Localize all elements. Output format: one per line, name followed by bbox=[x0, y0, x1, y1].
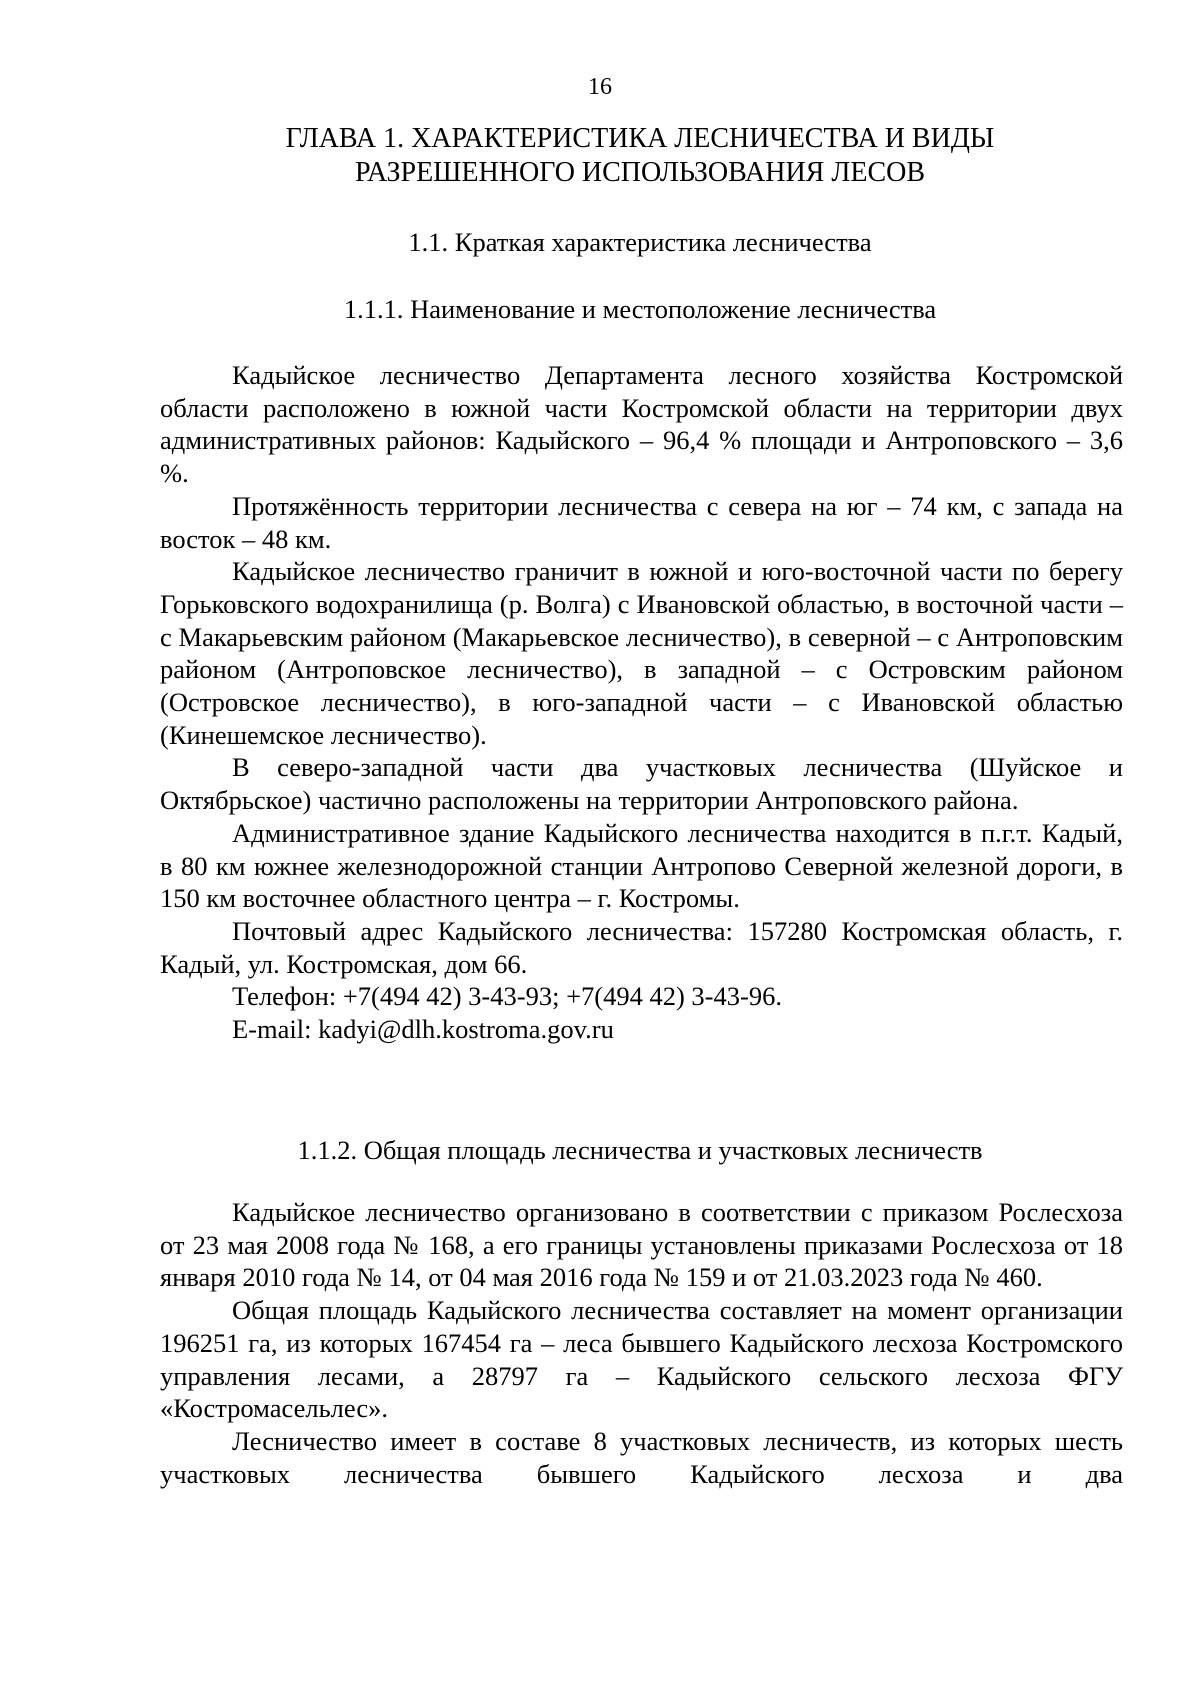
email-line: E-mail: kadyi@dlh.kostroma.gov.ru bbox=[232, 1014, 614, 1045]
page-number: 16 bbox=[588, 74, 612, 100]
phone-line: Телефон: +7(494 42) 3-43-93; +7(494 42) 3-43-96. bbox=[232, 981, 782, 1012]
paragraph: Кадыйское лесничество граничит в южной и юго-восточной части по берегу Горьковского водохранилища (р. Волга) с Ивановской областью, в восточной части – с Макарьевским районом (Макарьевское лесничество), в северной – с Антроповским районом (Антроповское лесничество), в западной – с Островским районом (Островское лесничество), в юго-западной части – с Ивановской областью (Кинешемское лесничество). bbox=[160, 556, 1123, 750]
chapter-title-line-2: РАЗРЕШЕННОГО ИСПОЛЬЗОВАНИЯ ЛЕСОВ bbox=[354, 157, 926, 188]
paragraph: Общая площадь Кадыйского лесничества составляет на момент организации 196251 га, из которых 167454 га – леса бывшего Кадыйского лесхоза Костромского управления лесами, а 28797 га – Кадыйского сельского лесхоза ФГУ «Костромасельлес». bbox=[160, 1295, 1123, 1424]
paragraph: Почтовый адрес Кадыйского лесничества: 157280 Костромская область, г. Кадый, ул. Костромская, дом 66. bbox=[160, 915, 1123, 979]
chapter-title bbox=[140, 122, 1140, 190]
paragraph: Кадыйское лесничество организовано в соответствии с приказом Рослесхоза от 23 мая 2008 года № 168, а его границы установлены приказами Рослесхоза от 18 января 2010 года № 14, от 04 мая 2016 года № 159 и от 21.03.2023 года № 460. bbox=[160, 1197, 1123, 1293]
paragraph: Протяжённость территории лесничества с севера на юг – 74 км, с запада на восток – 48 км. bbox=[160, 490, 1123, 554]
paragraph: В северо-западной части два участковых лесничества (Шуйское и Октябрьское) частично расположены на территории Антроповского района. bbox=[160, 752, 1123, 816]
paragraph: Административное здание Кадыйского лесничества находится в п.г.т. Кадый, в 80 км южнее железнодорожной станции Антропово Северной железной дороги, в 150 км восточнее областного центра – г. Костромы. bbox=[160, 817, 1123, 914]
paragraph: Лесничество имеет в составе 8 участковых лесничеств, из которых шесть участковых лесничества бывшего Кадыйского лесхоза и два bbox=[160, 1425, 1123, 1489]
chapter-title-line-1: ГЛАВА 1. ХАРАКТЕРИСТИКА ЛЕСНИЧЕСТВА И ВИДЫ bbox=[285, 123, 995, 154]
section-heading-1-1-1: 1.1.1. Наименование и местоположение лесничества bbox=[343, 294, 937, 324]
section-heading-1-1: 1.1. Краткая характеристика лесничества bbox=[408, 227, 872, 257]
section-heading-1-1-2: 1.1.2. Общая площадь лесничества и участковых лесничеств bbox=[297, 1135, 983, 1165]
section-1-1-1-body bbox=[160, 359, 1123, 1046]
paragraph: Кадыйское лесничество Департамента лесного хозяйства Костромской области расположено в южной части Костромской области на территории двух административных районов: Кадыйского – 96,4 % площади и Антроповского – 3,6 %. bbox=[160, 360, 1123, 489]
section-1-1-2-body bbox=[160, 1196, 1123, 1490]
